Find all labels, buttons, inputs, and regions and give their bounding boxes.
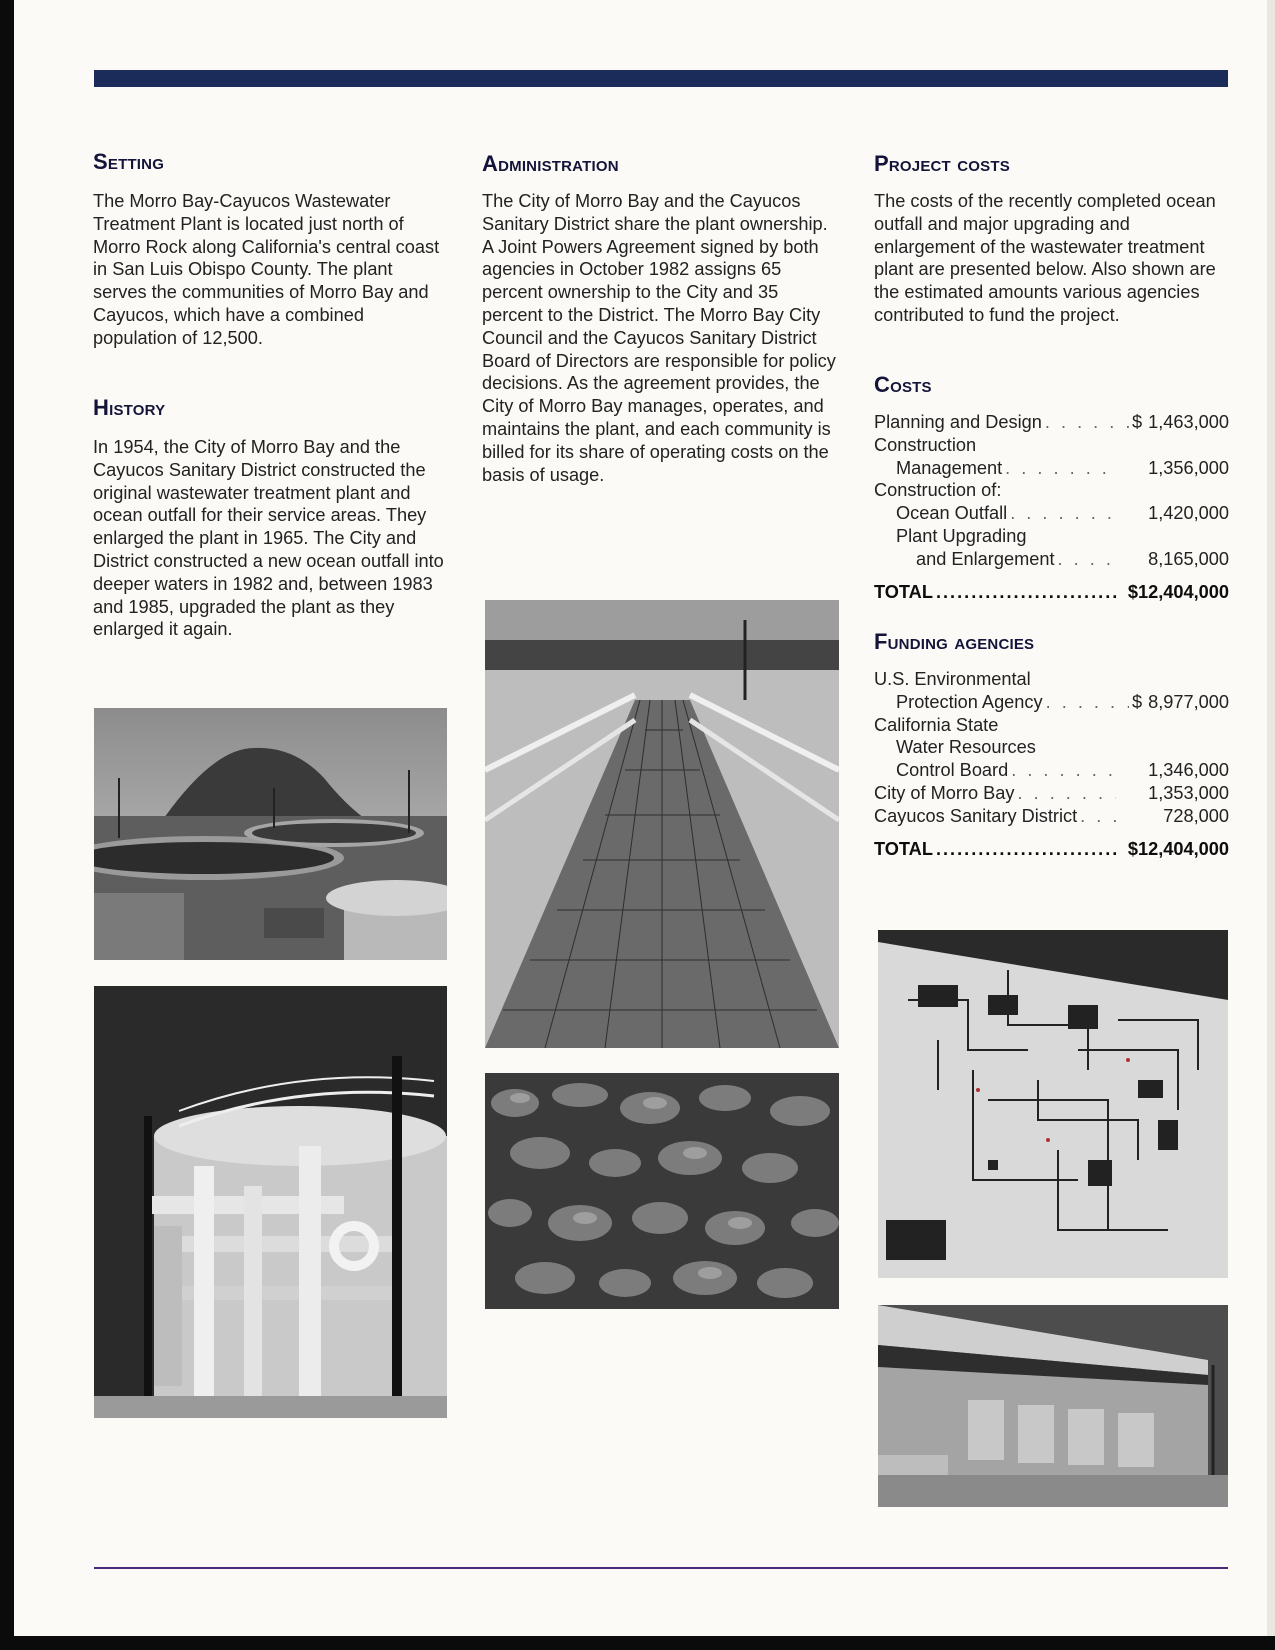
costs-section — [874, 371, 1229, 603]
cost-label: Construction of: — [874, 480, 1002, 501]
costs-total-row — [874, 581, 1229, 604]
funding-label: California State — [874, 714, 999, 735]
currency-symbol: $ — [1131, 412, 1143, 432]
funding-row-water-resources — [874, 736, 1229, 759]
scan-edge-right — [1267, 0, 1275, 1650]
funding-row-city — [874, 782, 1229, 805]
cost-value: 1,463,000 — [1148, 412, 1229, 432]
scan-edge-left — [0, 0, 14, 1650]
funding-row-epa-agency — [874, 691, 1229, 714]
history-body: In 1954, the City of Morro Bay and the Cayucos Sanitary District constructed the original wastewater treatment plant and ocean outfall for their service areas. They enlarged the plant in 1965. The City and District constructed a new ocean outfall into deeper waters in 1982 and, between 1983 and 1985, upgraded the plant as they enlarged it again. — [93, 437, 444, 640]
funding-amount: 1,353,000 — [1148, 782, 1229, 803]
total-amount: $12,404,000 — [1127, 581, 1229, 602]
cost-amount — [1132, 411, 1229, 434]
morro-rock-illustration — [94, 708, 447, 960]
piping-illustration — [94, 986, 447, 1418]
funding-row-california — [874, 714, 1229, 737]
administration-heading: Administration — [482, 151, 619, 176]
funding-section — [874, 628, 1229, 860]
walkway-grating-photo — [485, 600, 839, 1048]
currency-symbol: $ — [1131, 691, 1143, 712]
leader-dots — [1017, 782, 1116, 805]
funding-label: Water Resources — [896, 737, 1036, 758]
cost-row-construction — [874, 434, 1229, 457]
scan-edge-bottom — [0, 1636, 1275, 1650]
building-illustration — [878, 1305, 1228, 1507]
funding-row-control-board — [874, 759, 1229, 782]
piping-tank-photo — [94, 986, 447, 1418]
project-costs-heading: Project costs — [874, 151, 1010, 176]
cost-amount: 8,165,000 — [1148, 548, 1229, 569]
funding-label: U.S. Environmental — [874, 669, 1031, 689]
costs-ledger — [874, 411, 1229, 603]
funding-label: City of Morro Bay — [874, 782, 1015, 803]
cost-label: Planning and Design — [874, 412, 1042, 432]
cost-label: and Enlargement — [916, 548, 1055, 569]
leader-dots — [936, 838, 1116, 861]
cost-label: Ocean Outfall — [896, 503, 1008, 524]
cost-amount: 1,420,000 — [1148, 503, 1229, 524]
cost-amount: 1,356,000 — [1148, 457, 1229, 478]
funding-amount — [1132, 691, 1229, 714]
leader-dots — [1046, 691, 1129, 714]
morro-rock-plant-photo — [94, 708, 447, 960]
setting-heading: Setting — [93, 149, 165, 174]
administration-body: The City of Morro Bay and the Cayucos Sanitary District share the plant ownership. A Joint Powers Agreement signed by both agencies in October 1982 assigns 65 percent ownership to the City and 35 percent to the District. The Morro Bay City Council and the Cayucos Sanitary District Board of Directors are responsible for policy decisions. As the agreement provides, the City of Morro Bay manages, operates, and maintains the plant, and each community is billed for its share of operating costs on the basis of usage. — [482, 191, 836, 485]
building-photo — [878, 1305, 1228, 1507]
control-panel-illustration — [878, 930, 1228, 1278]
funding-ledger — [874, 668, 1229, 860]
history-heading: History — [93, 395, 166, 420]
administration-section — [482, 150, 842, 486]
leader-dots — [1011, 759, 1116, 782]
funding-amount: 1,346,000 — [1148, 760, 1229, 781]
total-label: TOTAL — [874, 581, 933, 602]
cost-label: Management — [896, 457, 1003, 478]
cost-row-ocean-outfall — [874, 502, 1229, 525]
setting-section — [93, 148, 448, 350]
funding-heading: Funding agencies — [874, 629, 1035, 654]
total-amount: $12,404,000 — [1127, 838, 1229, 859]
cost-row-management — [874, 457, 1229, 480]
funding-total-row — [874, 838, 1229, 861]
costs-heading: Costs — [874, 372, 932, 397]
cost-label: Construction — [874, 434, 977, 455]
funding-label: Cayucos Sanitary District — [874, 805, 1078, 826]
textured-rock-photo — [485, 1073, 839, 1309]
funding-label: Protection Agency — [896, 691, 1043, 712]
setting-body: The Morro Bay-Cayucos Wastewater Treatment Plant is located just north of Morro Rock along California's central coast in San Luis Obispo County. The plant serves the communities of Morro Bay and Cayucos, which have a combined population of 12,500. — [93, 191, 440, 348]
cost-row-plant-upgrading — [874, 525, 1229, 548]
funding-value: 8,977,000 — [1148, 691, 1229, 712]
cost-row-construction-of — [874, 479, 1229, 502]
texture-illustration — [485, 1073, 839, 1309]
project-costs-section — [874, 150, 1229, 327]
walkway-illustration — [485, 600, 839, 1048]
control-panel-photo — [878, 930, 1228, 1278]
history-section — [93, 394, 448, 641]
cost-row-enlargement — [874, 548, 1229, 571]
total-label: TOTAL — [874, 838, 933, 859]
leader-dots — [1010, 502, 1116, 525]
funding-row-district — [874, 805, 1229, 828]
footer-rule — [94, 1567, 1228, 1569]
leader-dots — [1080, 805, 1116, 828]
cost-label: Plant Upgrading — [896, 525, 1027, 546]
funding-label: Control Board — [896, 760, 1009, 781]
funding-amount: 728,000 — [1163, 805, 1229, 826]
cost-row-planning — [874, 411, 1229, 434]
funding-row-epa — [874, 668, 1229, 691]
leader-dots — [1045, 411, 1129, 434]
leader-dots — [1005, 457, 1116, 480]
leader-dots — [1058, 548, 1116, 571]
header-rule — [94, 70, 1228, 87]
project-costs-body: The costs of the recently completed ocean outfall and major upgrading and enlargement of the wastewater treatment plant are presented below. Also shown are the estimated amounts various agencies contributed to fund the project. — [874, 191, 1216, 325]
leader-dots — [936, 581, 1116, 604]
